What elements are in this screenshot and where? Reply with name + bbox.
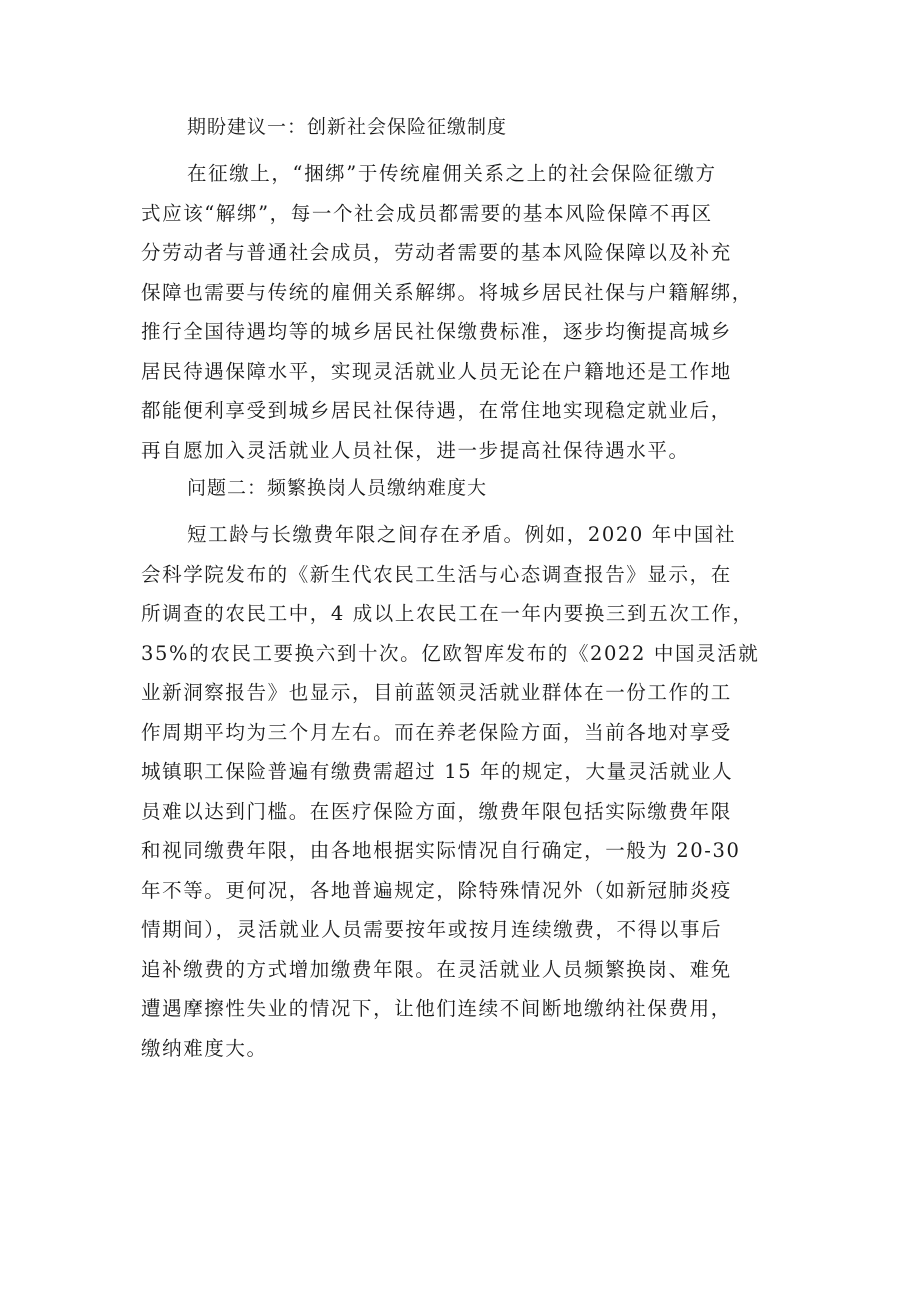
text-line: 在征缴上，“捆绑”于传统雇佣关系之上的社会保险征缴方 — [187, 162, 717, 185]
text-line: 35%的农民工要换六到十次。亿欧智库发布的《2022 中国灵活就 — [141, 641, 760, 665]
paragraph-suggestion-one — [141, 154, 797, 470]
text-line: 情期间），灵活就业人员需要按年或按月连续缴费，不得以事后 — [141, 918, 723, 941]
text-line: 保障也需要与传统的雇佣关系解绑。将城乡居民社保与户籍解绑， — [141, 280, 753, 304]
text-line: 推行全国待遇均等的城乡居民社保缴费标准，逐步均衡提高城乡 — [141, 320, 732, 343]
document-page — [141, 114, 797, 1073]
text-line: 会科学院发布的《新生代农民工生活与心态调查报告》显示，在 — [141, 562, 732, 586]
text-line: 城镇职工保险普遍有缴费需超过 15 年的规定，大量灵活就业人 — [141, 760, 734, 783]
section-heading-problem-two: 问题二：频繁换岗人员缴纳难度大 — [187, 477, 488, 499]
text-line: 遭遇摩擦性失业的情况下，让他们连续不间断地缴纳社保费用， — [141, 997, 732, 1020]
text-line: 都能便利享受到城乡居民社保待遇，在常住地实现稳定就业后， — [141, 399, 732, 422]
text-line: 短工龄与长缴费年限之间存在矛盾。例如，2020 年中国社 — [187, 523, 737, 546]
text-line: 员难以达到门槛。在医疗保险方面，缴费年限包括实际缴费年限 — [141, 799, 732, 823]
text-line: 分劳动者与普通社会成员，劳动者需要的基本风险保障以及补充 — [141, 241, 732, 264]
text-line: 居民待遇保障水平，实现灵活就业人员无论在户籍地还是工作地 — [141, 359, 732, 383]
text-line: 所调查的农民工中，4 成以上农民工在一年内要换三到五次工作， — [141, 602, 754, 625]
text-line: 缴纳难度大。 — [141, 1036, 268, 1060]
text-line: 和视同缴费年限，由各地根据实际情况自行确定，一般为 20-30 — [141, 839, 741, 862]
text-line: 再自愿加入灵活就业人员社保，进一步提高社保待遇水平。 — [141, 438, 690, 462]
text-line: 业新洞察报告》也显示，目前蓝领灵活就业群体在一份工作的工 — [141, 681, 732, 704]
section-heading-suggestion-one: 期盼建议一：创新社会保险征缴制度 — [187, 116, 508, 138]
text-line: 式应该“解绑”，每一个社会成员都需要的基本风险保障不再区 — [141, 201, 713, 225]
text-line: 年不等。更何况，各地普遍规定，除特殊情况外（如新冠肺炎疫 — [141, 878, 732, 902]
text-line: 追补缴费的方式增加缴费年限。在灵活就业人员频繁换岗、难免 — [141, 957, 732, 981]
text-line: 作周期平均为三个月左右。而在养老保险方面，当前各地对享受 — [141, 720, 732, 744]
paragraph-problem-two — [141, 515, 797, 1068]
